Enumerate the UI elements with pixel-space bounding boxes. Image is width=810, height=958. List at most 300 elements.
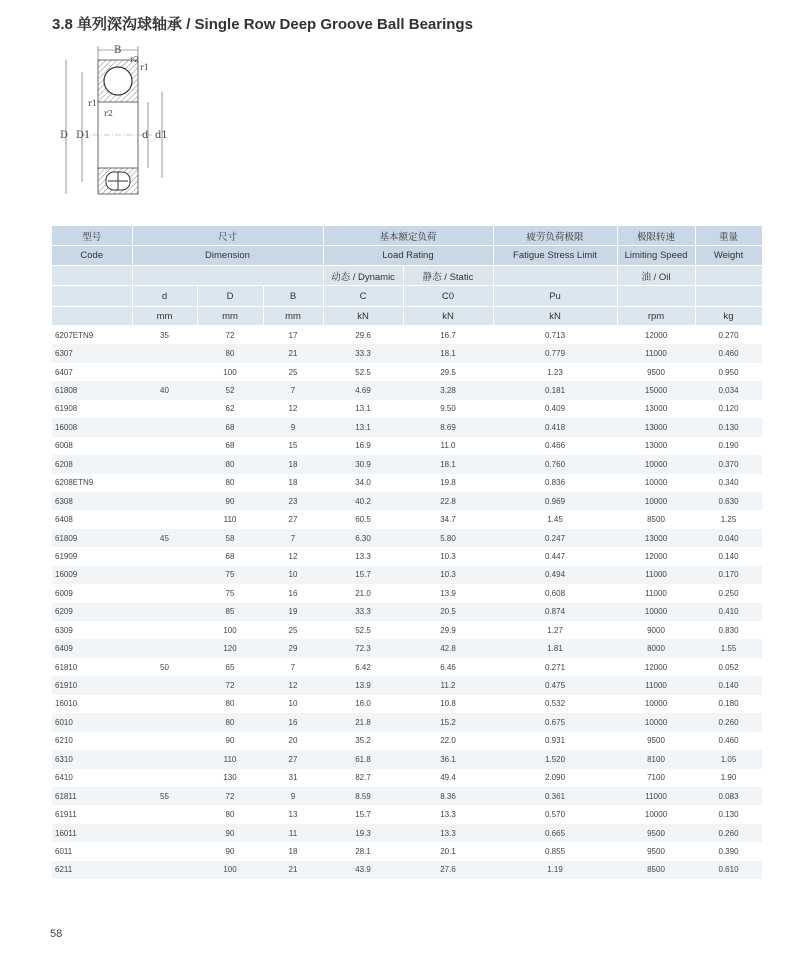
- cell-D: 90: [197, 492, 263, 510]
- cell-C: 35.2: [355, 736, 371, 746]
- cell-code: 61809: [52, 529, 132, 547]
- cell-speed: 10000: [617, 713, 695, 731]
- header-oil: 油 / Oil: [617, 266, 695, 286]
- cell-C: 4.69: [323, 381, 403, 399]
- cell-Pu: 0.665: [493, 824, 617, 842]
- header-blank: [52, 307, 132, 326]
- cell-C0: 8.69: [403, 418, 493, 436]
- cell-D: 80: [197, 344, 263, 362]
- cell-C: 15.7: [323, 566, 403, 584]
- cell-B: 15: [288, 441, 298, 451]
- table-row: [52, 639, 762, 657]
- cell-speed: 9500: [647, 736, 665, 746]
- cell-C0: 18.1: [403, 344, 493, 362]
- cell-code: 61908: [55, 404, 78, 414]
- cell-Pu: 1.27: [547, 625, 563, 635]
- table-row: [52, 437, 762, 455]
- cell-d: [132, 474, 197, 492]
- cell-C0: 10.3: [440, 551, 456, 561]
- label-r2-left: r2: [104, 109, 113, 118]
- cell-speed: 8500: [647, 515, 665, 525]
- cell-C0: 49.4: [440, 773, 456, 783]
- cell-d: [132, 769, 197, 787]
- cell-C: 21.8: [323, 713, 403, 731]
- cell-D: 75: [225, 588, 235, 598]
- cell-speed: 13000: [617, 418, 695, 436]
- page-number: 58: [50, 928, 63, 940]
- header-d: d: [132, 286, 197, 307]
- table-row: [52, 824, 762, 842]
- cell-C: 6.30: [323, 529, 403, 547]
- header-load-rating-en: Load Rating: [323, 246, 493, 266]
- cell-B: 19: [263, 603, 323, 621]
- cell-Pu: 1.520: [493, 750, 617, 768]
- cell-code: 6208ETN9: [55, 478, 94, 488]
- cell-d: [132, 547, 197, 565]
- cell-D: 65: [225, 662, 235, 672]
- cell-B: 21: [263, 861, 323, 879]
- cell-weight: 1.55: [695, 639, 762, 657]
- cell-weight: 0.170: [695, 566, 762, 584]
- cell-Pu: 0.570: [545, 810, 566, 820]
- cell-C: 33.3: [323, 603, 403, 621]
- cell-code: 61910: [52, 676, 132, 694]
- cell-code: 6310: [52, 750, 132, 768]
- cell-d: [132, 621, 197, 639]
- label-d: d: [142, 130, 149, 141]
- cell-weight: 1.25: [720, 515, 737, 525]
- cell-d: [132, 713, 197, 731]
- cell-C0: 6.46: [440, 662, 456, 672]
- header-blank: [617, 286, 695, 307]
- table-row: [52, 400, 762, 418]
- cell-B: 12: [288, 404, 298, 414]
- cell-B: 7: [263, 529, 323, 547]
- cell-B: 17: [288, 330, 298, 340]
- cell-d: [132, 732, 197, 750]
- cell-speed: 9500: [647, 367, 665, 377]
- header-D: D: [197, 286, 263, 307]
- cell-Pu: 0.409: [545, 404, 566, 414]
- cell-Pu: 2.090: [545, 773, 566, 783]
- cell-C: 15.7: [355, 810, 371, 820]
- cell-d: [132, 344, 197, 362]
- cell-speed: 13000: [644, 404, 668, 414]
- cell-code: 6009: [55, 588, 73, 598]
- table-row: [52, 658, 762, 676]
- cell-code: 6211: [52, 861, 132, 879]
- cell-Pu: 0.466: [545, 441, 566, 451]
- cell-speed: 10000: [617, 492, 695, 510]
- header-weight-en: Weight: [695, 246, 762, 266]
- bearing-cross-section-diagram: [52, 40, 172, 220]
- unit-C0: kN: [403, 307, 493, 326]
- cell-speed: 10000: [617, 603, 695, 621]
- cell-B: 31: [288, 773, 298, 783]
- cell-B: 16: [263, 713, 323, 731]
- cell-weight: 0.260: [695, 713, 762, 731]
- cell-speed: 12000: [644, 662, 668, 672]
- cell-B: 7: [290, 662, 296, 672]
- cell-weight: 0.270: [718, 330, 739, 340]
- cell-weight: 0.460: [718, 736, 739, 746]
- cell-C: 72.3: [323, 639, 403, 657]
- cell-weight: 0.460: [695, 344, 762, 362]
- cell-speed: 13000: [617, 529, 695, 547]
- header-blank: [52, 286, 132, 307]
- table-row: [52, 695, 762, 713]
- cell-Pu: 0.969: [493, 492, 617, 510]
- cell-C0: 11.2: [403, 676, 493, 694]
- cell-B: 10: [288, 699, 298, 709]
- cell-speed: 10000: [617, 455, 695, 473]
- cell-d: 35: [160, 330, 169, 340]
- cell-code: 6210: [55, 736, 73, 746]
- cell-code: 61911: [55, 810, 77, 820]
- cell-C0: 8.36: [403, 787, 493, 805]
- cell-Pu: 0.361: [493, 787, 617, 805]
- cell-speed: 9500: [647, 846, 665, 856]
- table-row: [52, 566, 762, 584]
- label-D1: D1: [76, 130, 91, 141]
- cell-Pu: 0.447: [545, 551, 566, 561]
- header-dynamic: 动态 / Dynamic: [323, 266, 403, 286]
- cell-C0: 13.9: [440, 588, 456, 598]
- cell-weight: 0.140: [718, 551, 739, 561]
- cell-B: 18: [288, 846, 298, 856]
- cell-weight: 0.140: [695, 676, 762, 694]
- cell-code: 6008: [55, 441, 73, 451]
- cell-speed: 11000: [617, 566, 695, 584]
- cell-Pu: 0.713: [545, 330, 566, 340]
- label-d1: d1: [155, 130, 168, 141]
- unit-B: mm: [263, 307, 323, 326]
- table-row: [52, 529, 762, 547]
- cell-code: 6207ETN9: [55, 330, 94, 340]
- cell-C0: 13.3: [403, 824, 493, 842]
- cell-D: 80: [197, 455, 263, 473]
- table-row: [52, 547, 762, 565]
- cell-weight: 0.040: [695, 529, 762, 547]
- table-row: [52, 344, 762, 362]
- cell-B: 12: [288, 551, 298, 561]
- table-row: [52, 621, 762, 639]
- cell-C: 6.42: [355, 662, 371, 672]
- cell-C0: 16.7: [440, 330, 456, 340]
- cell-d: [132, 437, 197, 455]
- header-dimension-en: Dimension: [132, 246, 323, 266]
- cell-weight: 0.370: [695, 455, 762, 473]
- cell-C0: 20.1: [440, 846, 456, 856]
- cell-code: 6410: [55, 773, 73, 783]
- cell-C: 13.1: [323, 418, 403, 436]
- table-row: [52, 326, 762, 345]
- cell-D: 80: [225, 810, 235, 820]
- cell-C: 30.9: [323, 455, 403, 473]
- cell-D: 100: [197, 861, 263, 879]
- cell-Pu: 1.23: [547, 367, 563, 377]
- header-load-rating-cn: 基本额定负荷: [323, 226, 493, 246]
- cell-Pu: 0.608: [545, 588, 566, 598]
- cell-d: [132, 695, 197, 713]
- cell-C0: 20.5: [403, 603, 493, 621]
- cell-speed: 10000: [644, 699, 668, 709]
- cell-code: 6408: [55, 515, 73, 525]
- cell-d: [132, 418, 197, 436]
- cell-d: [132, 363, 197, 381]
- unit-C: kN: [323, 307, 403, 326]
- unit-d: mm: [132, 307, 197, 326]
- cell-D: 90: [225, 846, 235, 856]
- cell-C: 16.0: [355, 699, 371, 709]
- cell-code: 61811: [52, 787, 132, 805]
- cell-speed: 12000: [644, 330, 668, 340]
- table-row: [52, 676, 762, 694]
- cell-Pu: 1.81: [493, 639, 617, 657]
- cell-D: 120: [197, 639, 263, 657]
- cell-B: 9: [263, 418, 323, 436]
- header-fatigue-cn: 疲劳负荷极限: [493, 226, 617, 246]
- cell-d: [132, 400, 197, 418]
- cell-C: 40.2: [323, 492, 403, 510]
- cell-D: 90: [225, 736, 235, 746]
- cell-C0: 19.8: [440, 478, 456, 488]
- table-row: [52, 584, 762, 602]
- table-row: [52, 713, 762, 731]
- header-B: B: [263, 286, 323, 307]
- cell-speed: 12000: [644, 551, 668, 561]
- cell-d: [132, 603, 197, 621]
- cell-weight: 0.190: [718, 441, 739, 451]
- cell-code: 16008: [52, 418, 132, 436]
- cell-D: 100: [223, 367, 237, 377]
- cell-C0: 27.6: [403, 861, 493, 879]
- cell-speed: 15000: [617, 381, 695, 399]
- cell-B: 11: [263, 824, 323, 842]
- table-row: [52, 418, 762, 436]
- cell-speed: 11000: [645, 588, 667, 598]
- cell-C: 52.5: [355, 367, 371, 377]
- cell-code: 6010: [52, 713, 132, 731]
- cell-Pu: 0.494: [493, 566, 617, 584]
- cell-B: 13: [288, 810, 298, 820]
- cell-speed: 11000: [617, 787, 695, 805]
- cell-B: 12: [263, 676, 323, 694]
- table-body: [52, 326, 762, 880]
- cell-weight: 0.830: [718, 625, 739, 635]
- cell-d: [132, 584, 197, 602]
- label-r1-left: r1: [88, 99, 97, 108]
- table-row: [52, 474, 762, 492]
- cell-C0: 18.1: [403, 455, 493, 473]
- cell-C: 52.5: [355, 625, 371, 635]
- table-row: [52, 510, 762, 528]
- cell-speed: 9500: [617, 824, 695, 842]
- cell-speed: 13000: [644, 441, 668, 451]
- table-row: [52, 492, 762, 510]
- cell-d: 40: [132, 381, 197, 399]
- cell-d: [132, 805, 197, 823]
- cell-d: 45: [132, 529, 197, 547]
- cell-weight: 0.340: [718, 478, 739, 488]
- page-title: 3.8 单列深沟球轴承 / Single Row Deep Groove Ball Bearings: [52, 16, 473, 33]
- cell-speed: 11000: [617, 676, 695, 694]
- header-static: 静态 / Static: [403, 266, 493, 286]
- cell-D: 130: [223, 773, 237, 783]
- label-D: D: [60, 130, 69, 141]
- cell-B: 10: [263, 566, 323, 584]
- cell-Pu: 0.475: [493, 676, 617, 694]
- cell-weight: 0.250: [718, 588, 739, 598]
- cell-d: [132, 676, 197, 694]
- cell-Pu: 0.874: [493, 603, 617, 621]
- cell-D: 68: [225, 551, 235, 561]
- header-blank: [52, 266, 132, 286]
- cell-code: 61810: [55, 662, 78, 672]
- cell-D: 52: [197, 381, 263, 399]
- cell-D: 110: [197, 750, 263, 768]
- cell-d: [132, 455, 197, 473]
- cell-D: 72: [197, 787, 263, 805]
- cell-code: 16009: [52, 566, 132, 584]
- label-r2-top: r2: [130, 55, 139, 64]
- cell-C: 34.0: [355, 478, 371, 488]
- cell-Pu: 0.855: [545, 846, 566, 856]
- cell-C0: 15.2: [403, 713, 493, 731]
- table-row: [52, 861, 762, 879]
- cell-speed: 11000: [617, 344, 695, 362]
- cell-B: 9: [263, 787, 323, 805]
- cell-weight: 0.180: [718, 699, 739, 709]
- cell-weight: 0.390: [718, 846, 739, 856]
- cell-Pu: 0.675: [493, 713, 617, 731]
- cell-weight: 0.034: [695, 381, 762, 399]
- cell-D: 62: [225, 404, 235, 414]
- table-row: [52, 603, 762, 621]
- cell-code: 6308: [52, 492, 132, 510]
- cell-Pu: 1.45: [547, 515, 563, 525]
- header-weight-cn: 重量: [695, 226, 762, 246]
- cell-C: 43.9: [323, 861, 403, 879]
- cell-C: 82.7: [355, 773, 371, 783]
- cell-C0: 29.9: [440, 625, 456, 635]
- cell-D: 72: [197, 676, 263, 694]
- cell-Pu: 1.19: [493, 861, 617, 879]
- bearing-spec-table: [52, 226, 763, 879]
- cell-D: 110: [223, 515, 237, 525]
- cell-weight: 0.120: [718, 404, 739, 414]
- cell-C: 13.1: [355, 404, 371, 414]
- cell-weight: 0.610: [695, 861, 762, 879]
- cell-Pu: 0.931: [545, 736, 566, 746]
- cell-C0: 42.8: [403, 639, 493, 657]
- cell-weight: 1.05: [695, 750, 762, 768]
- cell-B: 16: [288, 588, 298, 598]
- cell-d: [132, 824, 197, 842]
- cell-C: 29.6: [355, 330, 371, 340]
- cell-B: 18: [288, 478, 298, 488]
- cell-D: 72: [225, 330, 235, 340]
- cell-Pu: 0.271: [545, 662, 566, 672]
- cell-speed: 7100: [647, 773, 665, 783]
- cell-d: [132, 510, 197, 528]
- cell-Pu: 0.247: [493, 529, 617, 547]
- unit-weight: kg: [695, 307, 762, 326]
- table-row: [52, 381, 762, 399]
- cell-weight: 1.90: [720, 773, 737, 783]
- header-blank: [695, 286, 762, 307]
- cell-C: 13.3: [355, 551, 371, 561]
- cell-C: 19.3: [323, 824, 403, 842]
- table-row: [52, 787, 762, 805]
- cell-code: 61808: [52, 381, 132, 399]
- cell-C: 28.1: [355, 846, 371, 856]
- cell-C0: 3.28: [403, 381, 493, 399]
- cell-Pu: 0.760: [493, 455, 617, 473]
- cell-B: 23: [263, 492, 323, 510]
- cell-B: 27: [263, 750, 323, 768]
- cell-B: 20: [288, 736, 298, 746]
- label-B: B: [114, 45, 122, 56]
- header-blank: [493, 266, 617, 286]
- cell-D: 80: [225, 699, 235, 709]
- cell-d: 50: [160, 662, 169, 672]
- header-blank: [132, 266, 323, 286]
- cell-code: 6307: [52, 344, 132, 362]
- header-code-cn: 型号: [52, 226, 132, 246]
- cell-C0: 9.50: [440, 404, 456, 414]
- cell-C0: 10.8: [440, 699, 456, 709]
- cell-D: 80: [225, 478, 235, 488]
- cell-code: 6011: [55, 846, 73, 856]
- cell-code: 6209: [52, 603, 132, 621]
- cell-weight: 0.630: [695, 492, 762, 510]
- cell-C0: 22.0: [440, 736, 456, 746]
- cell-B: 25: [288, 367, 298, 377]
- cell-C: 60.5: [355, 515, 371, 525]
- cell-Pu: 0.418: [493, 418, 617, 436]
- cell-Pu: 0.532: [545, 699, 566, 709]
- cell-C0: 10.3: [403, 566, 493, 584]
- label-r1-top: r1: [140, 63, 149, 72]
- cell-D: 68: [225, 441, 235, 451]
- table-row: [52, 842, 762, 860]
- unit-D: mm: [197, 307, 263, 326]
- cell-C: 16.9: [355, 441, 371, 451]
- cell-C0: 13.3: [440, 810, 456, 820]
- cell-d: [132, 750, 197, 768]
- cell-D: 58: [197, 529, 263, 547]
- cell-speed: 9000: [647, 625, 665, 635]
- cell-C0: 22.8: [403, 492, 493, 510]
- cell-d: [132, 639, 197, 657]
- header-C: C: [323, 286, 403, 307]
- cell-code: 16010: [55, 699, 78, 709]
- header-Pu: Pu: [493, 286, 617, 307]
- cell-d: [132, 842, 197, 860]
- header-code-en: Code: [52, 246, 132, 266]
- cell-C: 8.59: [323, 787, 403, 805]
- cell-C0: 36.1: [403, 750, 493, 768]
- header-blank: [695, 266, 762, 286]
- cell-C: 13.9: [323, 676, 403, 694]
- cell-C: 33.3: [323, 344, 403, 362]
- table-row: [52, 363, 762, 381]
- table-row: [52, 769, 762, 787]
- cell-speed: 10000: [644, 478, 668, 488]
- unit-speed: rpm: [617, 307, 695, 326]
- cell-C0: 5.80: [403, 529, 493, 547]
